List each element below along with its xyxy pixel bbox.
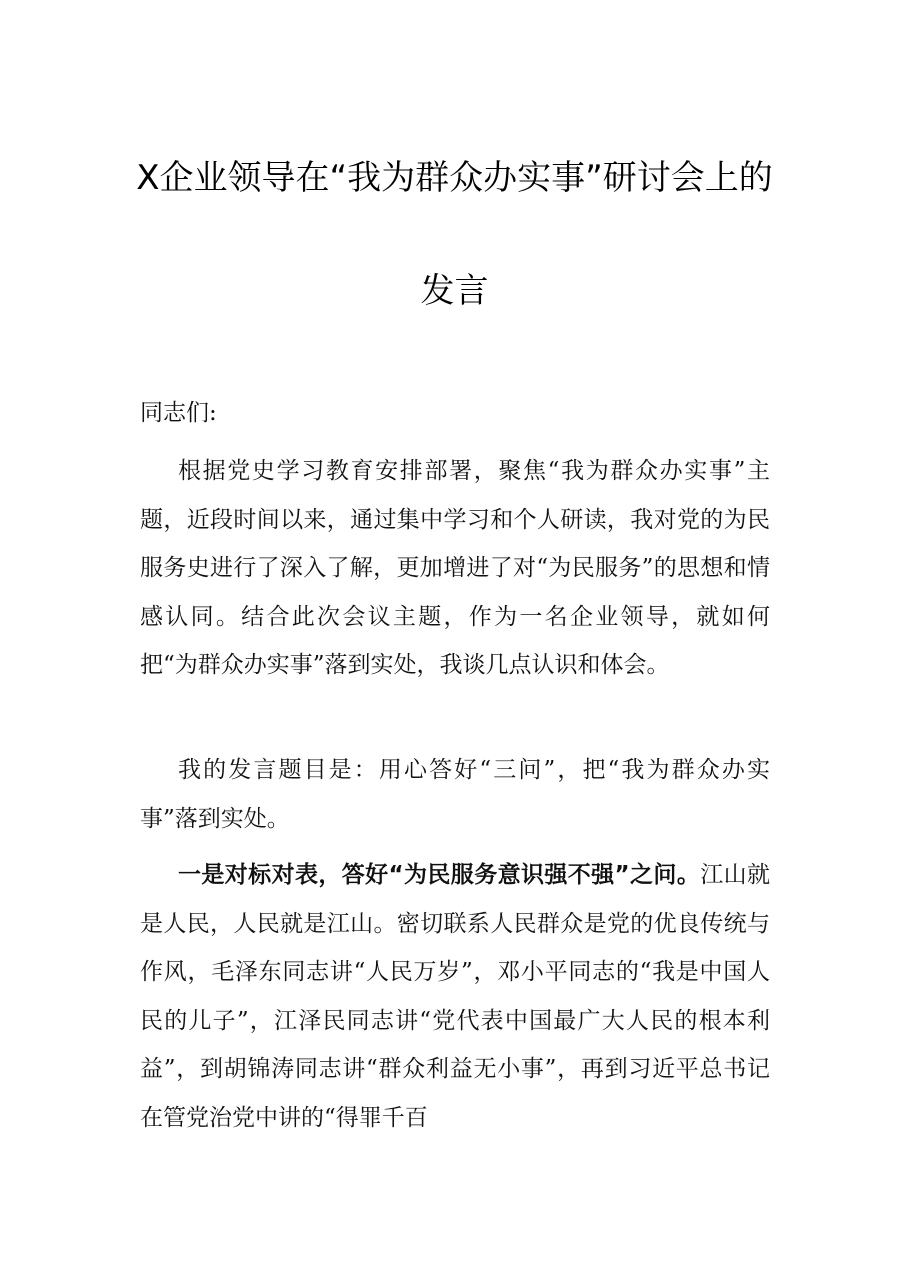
paragraph-intro: 根据党史学习教育安排部署，聚焦“我为群众办实事”主题，近段时间以来，通过集中学习和个人研读，我对党的为民服务史进行了深入了解，更加增进了对“为民服务”的思想和情感认同。结合此次会议主题，作为一名企业领导，就如何把“为群众办实事”落到实处，我谈几点认识和体会。 xyxy=(140,458,770,678)
document-title-line-2: 发言 xyxy=(420,271,489,311)
salutation: 同志们: xyxy=(140,400,217,426)
section-1-heading: 一是对标对表，答好“为民服务意识强不强”之问。 xyxy=(178,862,701,888)
document-title-line-1: X企业领导在“我为群众办实事”研讨会上的 xyxy=(136,158,773,198)
paragraph-section-1 xyxy=(140,851,770,1142)
section-1-text: 江山就是人民，人民就是江山。密切联系人民群众是党的优良传统与作风，毛泽东同志讲“人民万岁”，邓小平同志的“我是中国人民的儿子”，江泽民同志讲“党代表中国最广大人民的根本利益”，到胡锦涛同志讲“群众利益无小事”，再到习近平总书记在管党治党中讲的“得罪千百 xyxy=(140,862,770,1131)
paragraph-topic: 我的发言题目是：用心答好“三问”，把“我为群众办实事”落到实处。 xyxy=(140,757,770,832)
